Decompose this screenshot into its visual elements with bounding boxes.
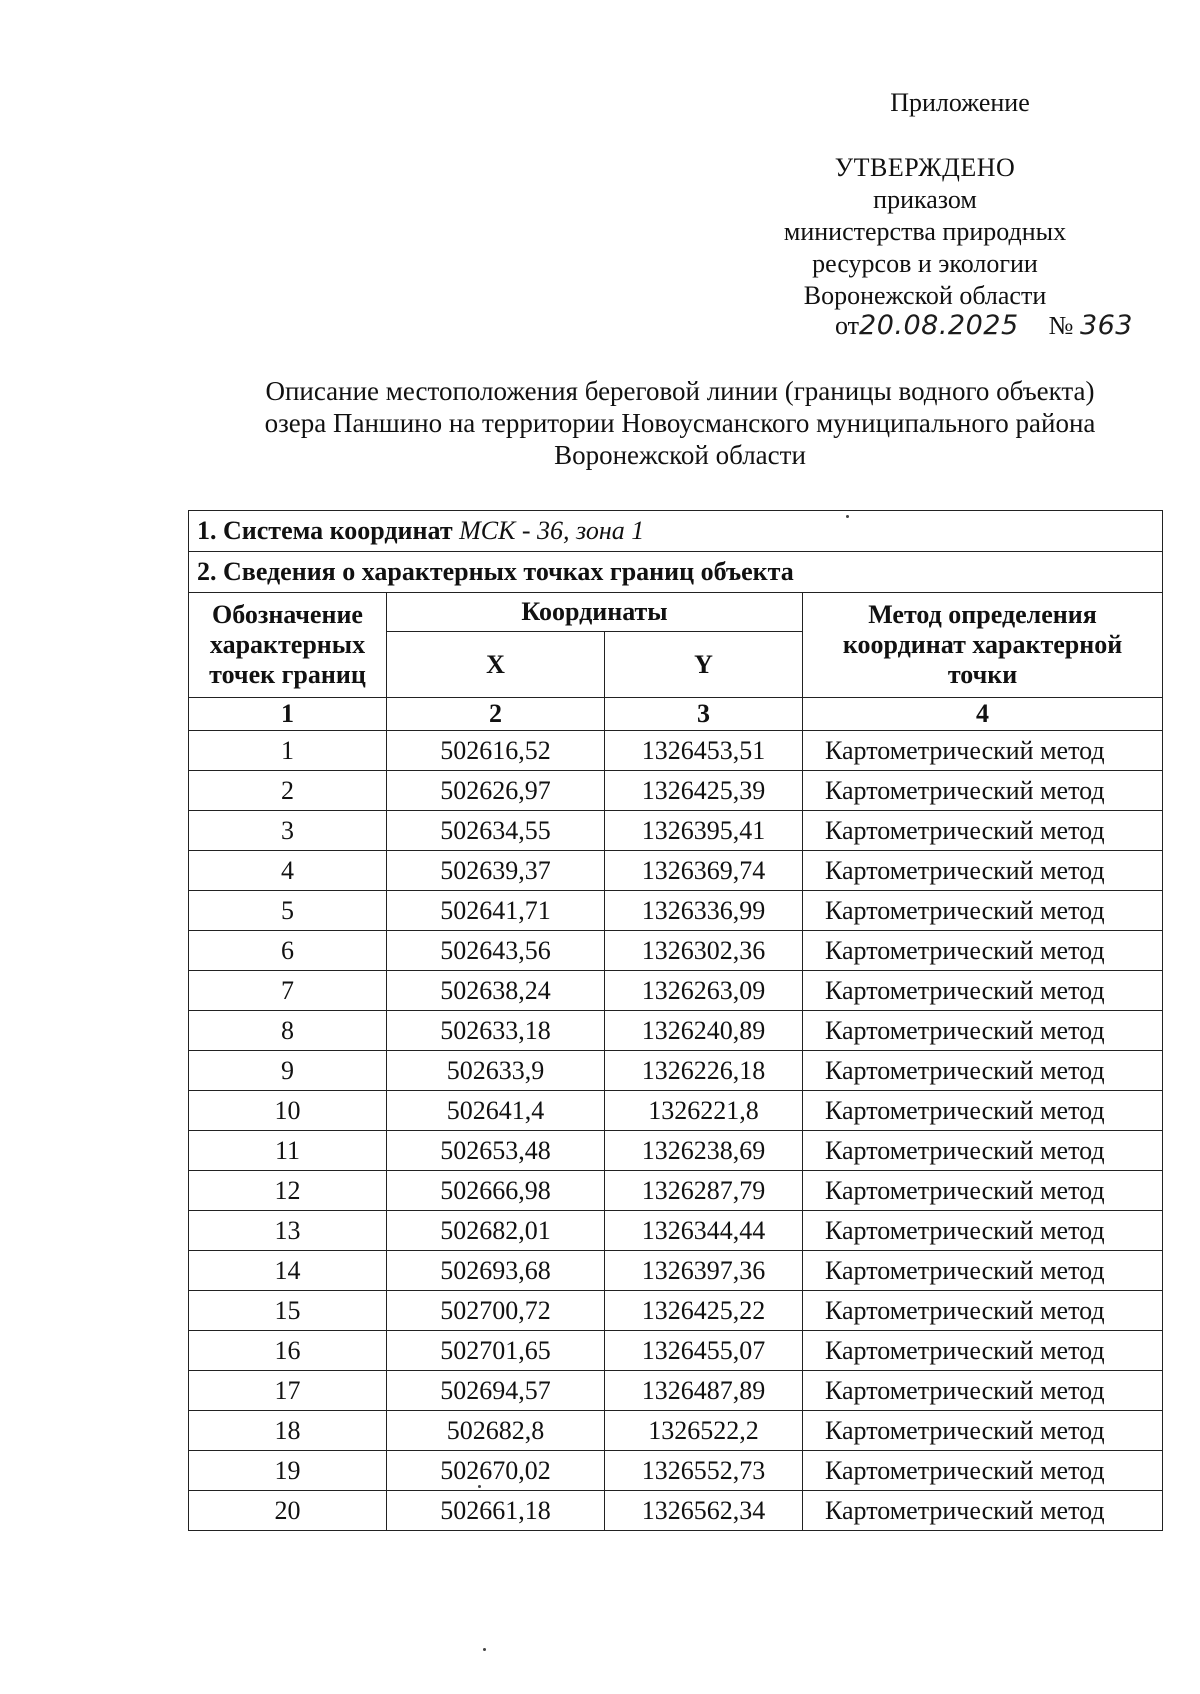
table-row <box>189 971 1163 1011</box>
point-number-cell: 17 <box>189 1371 387 1411</box>
table-row <box>189 931 1163 971</box>
table-row <box>189 1171 1163 1211</box>
x-coordinate-cell: 502616,52 <box>387 731 605 771</box>
column-number: 2 <box>387 698 605 731</box>
header-y: Y <box>605 632 803 698</box>
table-row <box>189 851 1163 891</box>
date-prefix: от <box>835 311 860 340</box>
coordinate-system-row <box>189 511 1163 552</box>
x-coordinate-cell: 502639,37 <box>387 851 605 891</box>
point-number-cell: 15 <box>189 1291 387 1331</box>
x-coordinate-cell: 502701,65 <box>387 1331 605 1371</box>
scan-speck <box>483 1648 486 1651</box>
x-coordinate-cell: 502626,97 <box>387 771 605 811</box>
section-header-row <box>189 552 1163 593</box>
column-number-row <box>189 698 1163 731</box>
document-title <box>185 375 1175 471</box>
method-cell: Картометрический метод <box>803 931 1163 971</box>
y-coordinate-cell: 1326425,39 <box>605 771 803 811</box>
approval-line: министерства природных <box>783 217 1067 246</box>
table-row <box>189 1411 1163 1451</box>
table-body <box>189 731 1163 1531</box>
table-row <box>189 1091 1163 1131</box>
table-row <box>189 891 1163 931</box>
table-row <box>189 771 1163 811</box>
point-number-cell: 2 <box>189 771 387 811</box>
y-coordinate-cell: 1326238,69 <box>605 1131 803 1171</box>
column-number: 3 <box>605 698 803 731</box>
table-row <box>189 1331 1163 1371</box>
y-coordinate-cell: 1326369,74 <box>605 851 803 891</box>
point-number-cell: 10 <box>189 1091 387 1131</box>
y-coordinate-cell: 1326425,22 <box>605 1291 803 1331</box>
point-number-cell: 8 <box>189 1011 387 1051</box>
number-prefix: № <box>1048 311 1074 340</box>
point-number-cell: 6 <box>189 931 387 971</box>
approval-line: приказом <box>873 185 977 214</box>
y-coordinate-cell: 1326336,99 <box>605 891 803 931</box>
method-cell: Картометрический метод <box>803 1491 1163 1531</box>
header-x: X <box>387 632 605 698</box>
approval-line: Воронежской области <box>803 281 1047 310</box>
y-coordinate-cell: 1326453,51 <box>605 731 803 771</box>
x-coordinate-cell: 502682,01 <box>387 1211 605 1251</box>
appendix-title: Приложение <box>890 88 1030 117</box>
coordinate-system-cell <box>189 511 1163 552</box>
method-cell: Картометрический метод <box>803 1011 1163 1051</box>
header-coordinates: Координаты <box>387 593 803 632</box>
x-coordinate-cell: 502661,18 <box>387 1491 605 1531</box>
method-cell: Картометрический метод <box>803 731 1163 771</box>
x-coordinate-cell: 502634,55 <box>387 811 605 851</box>
handwritten-order-number: 363 <box>1079 310 1133 341</box>
point-number-cell: 1 <box>189 731 387 771</box>
y-coordinate-cell: 1326562,34 <box>605 1491 803 1531</box>
x-coordinate-cell: 502666,98 <box>387 1171 605 1211</box>
y-coordinate-cell: 1326226,18 <box>605 1051 803 1091</box>
x-coordinate-cell: 502700,72 <box>387 1291 605 1331</box>
y-coordinate-cell: 1326487,89 <box>605 1371 803 1411</box>
y-coordinate-cell: 1326455,07 <box>605 1331 803 1371</box>
point-number-cell: 12 <box>189 1171 387 1211</box>
method-cell: Картометрический метод <box>803 1051 1163 1091</box>
point-number-cell: 16 <box>189 1331 387 1371</box>
section-header-cell: 2. Сведения о характерных точках границ объекта <box>189 552 1163 593</box>
point-number-cell: 5 <box>189 891 387 931</box>
method-cell: Картометрический метод <box>803 1131 1163 1171</box>
column-number: 1 <box>189 698 387 731</box>
x-coordinate-cell: 502670,02 <box>387 1451 605 1491</box>
y-coordinate-cell: 1326302,36 <box>605 931 803 971</box>
x-coordinate-cell: 502643,56 <box>387 931 605 971</box>
table-row <box>189 1011 1163 1051</box>
y-coordinate-cell: 1326395,41 <box>605 811 803 851</box>
table-row <box>189 731 1163 771</box>
point-number-cell: 20 <box>189 1491 387 1531</box>
header-designation: Обозначение характерных точек границ <box>189 593 387 698</box>
coordinate-system-value: МСК - 36, зона 1 <box>459 516 645 545</box>
title-line: Описание местоположения береговой линии (границы водного объекта) <box>265 376 1095 406</box>
table-row <box>189 811 1163 851</box>
y-coordinate-cell: 1326397,36 <box>605 1251 803 1291</box>
method-cell: Картометрический метод <box>803 971 1163 1011</box>
y-coordinate-cell: 1326522,2 <box>605 1411 803 1451</box>
table-row <box>189 1371 1163 1411</box>
x-coordinate-cell: 502641,4 <box>387 1091 605 1131</box>
table-row <box>189 1251 1163 1291</box>
point-number-cell: 4 <box>189 851 387 891</box>
x-coordinate-cell: 502633,18 <box>387 1011 605 1051</box>
coordinates-table <box>188 510 1163 1531</box>
method-cell: Картометрический метод <box>803 811 1163 851</box>
method-cell: Картометрический метод <box>803 851 1163 891</box>
method-cell: Картометрический метод <box>803 1291 1163 1331</box>
column-header-row <box>189 593 1163 632</box>
point-number-cell: 3 <box>189 811 387 851</box>
point-number-cell: 7 <box>189 971 387 1011</box>
method-cell: Картометрический метод <box>803 771 1163 811</box>
table-row <box>189 1291 1163 1331</box>
method-cell: Картометрический метод <box>803 891 1163 931</box>
method-cell: Картометрический метод <box>803 1091 1163 1131</box>
table-row <box>189 1451 1163 1491</box>
point-number-cell: 14 <box>189 1251 387 1291</box>
table-row <box>189 1131 1163 1171</box>
method-cell: Картометрический метод <box>803 1411 1163 1451</box>
x-coordinate-cell: 502693,68 <box>387 1251 605 1291</box>
method-cell: Картометрический метод <box>803 1171 1163 1211</box>
coordinate-system-label: 1. Система координат <box>197 516 453 545</box>
x-coordinate-cell: 502638,24 <box>387 971 605 1011</box>
title-line: Воронежской области <box>554 440 806 470</box>
point-number-cell: 9 <box>189 1051 387 1091</box>
method-cell: Картометрический метод <box>803 1371 1163 1411</box>
point-number-cell: 18 <box>189 1411 387 1451</box>
y-coordinate-cell: 1326240,89 <box>605 1011 803 1051</box>
y-coordinate-cell: 1326263,09 <box>605 971 803 1011</box>
method-cell: Картометрический метод <box>803 1251 1163 1291</box>
approval-line: ресурсов и экологии <box>812 249 1038 278</box>
scan-speck <box>846 515 849 518</box>
table-row <box>189 1491 1163 1531</box>
x-coordinate-cell: 502653,48 <box>387 1131 605 1171</box>
y-coordinate-cell: 1326344,44 <box>605 1211 803 1251</box>
table-row <box>189 1211 1163 1251</box>
point-number-cell: 19 <box>189 1451 387 1491</box>
y-coordinate-cell: 1326287,79 <box>605 1171 803 1211</box>
point-number-cell: 13 <box>189 1211 387 1251</box>
approval-block <box>760 152 1090 312</box>
y-coordinate-cell: 1326552,73 <box>605 1451 803 1491</box>
y-coordinate-cell: 1326221,8 <box>605 1091 803 1131</box>
x-coordinate-cell: 502694,57 <box>387 1371 605 1411</box>
header-method: Метод определения координат характерной точки <box>803 593 1163 698</box>
approved-caption: УТВЕРЖДЕНО <box>834 153 1016 182</box>
title-line: озера Паншино на территории Новоусманского муниципального района <box>264 408 1096 438</box>
method-cell: Картометрический метод <box>803 1211 1163 1251</box>
x-coordinate-cell: 502641,71 <box>387 891 605 931</box>
scan-speck <box>478 1485 481 1488</box>
point-number-cell: 11 <box>189 1131 387 1171</box>
table-row <box>189 1051 1163 1091</box>
method-cell: Картометрический метод <box>803 1451 1163 1491</box>
x-coordinate-cell: 502682,8 <box>387 1411 605 1451</box>
column-number: 4 <box>803 698 1163 731</box>
order-date-number <box>835 310 1155 341</box>
handwritten-date: 20.08.2025 <box>859 310 1019 341</box>
x-coordinate-cell: 502633,9 <box>387 1051 605 1091</box>
method-cell: Картометрический метод <box>803 1331 1163 1371</box>
